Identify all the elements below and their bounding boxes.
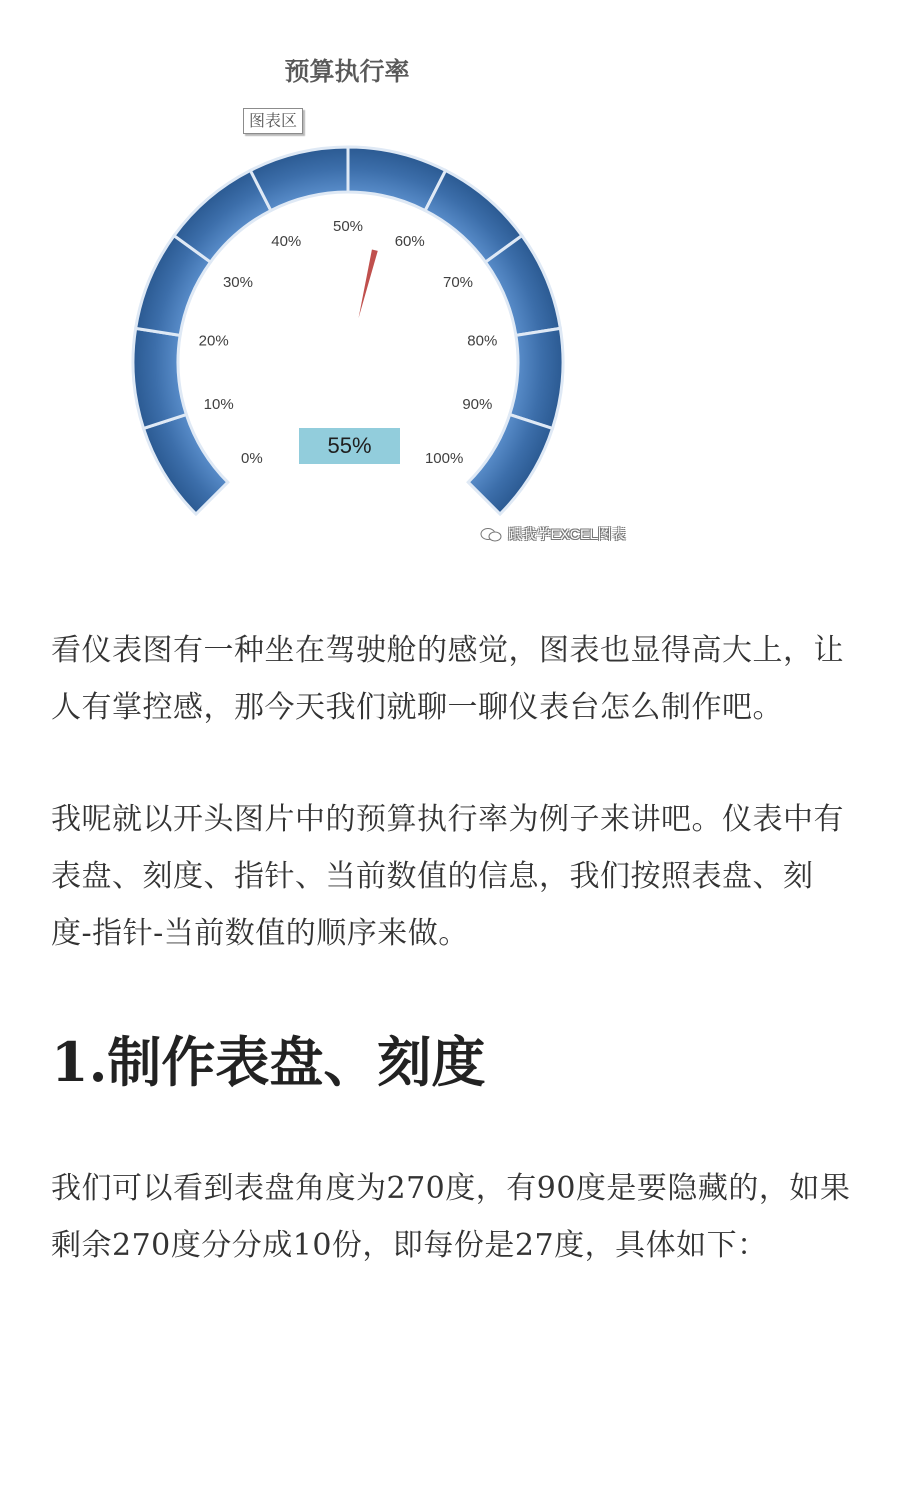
tick-label: 90% [462, 396, 493, 414]
tick-label: 60% [394, 232, 425, 250]
section-heading: 1.制作表盘、刻度 [51, 1030, 486, 1094]
tick-label: 100% [424, 450, 464, 468]
current-value-box: 55% [299, 428, 400, 464]
dial-segment [510, 328, 563, 428]
paragraph-example: 我呢就以开头图片中的预算执行率为例子来讲吧。仪表中有表盘、刻度、指针、当前数值的信息，我们按照表盘、刻度-指针-当前数值的顺序来做。 [51, 802, 844, 951]
paragraph-dial-angle: 我们可以看到表盘角度为270度，有90度是要隐藏的，如果剩余270度分分成10份，即每份是27度，具体如下： [51, 1171, 851, 1263]
article-body [51, 622, 851, 1274]
tick-label: 30% [222, 274, 253, 292]
tick-label: 40% [271, 232, 302, 250]
tick-label: 20% [198, 332, 229, 350]
paragraph-intro: 看仪表图有一种坐在驾驶舱的感觉，图表也显得高大上，让人有掌控感，那今天我们就聊一聊仪表台怎么制作吧。 [51, 633, 844, 725]
watermark [480, 524, 626, 544]
tick-label: 70% [443, 274, 474, 292]
chart-area-tag[interactable]: 图表区 [243, 108, 303, 134]
tick-label: 10% [203, 396, 234, 414]
dial-segment [250, 147, 348, 211]
gauge-svg [0, 0, 900, 580]
chart-title: 预算执行率 [284, 57, 410, 86]
wechat-icon [480, 528, 502, 542]
tick-label: 80% [467, 332, 498, 350]
tick-label: 0% [240, 450, 263, 468]
gauge-needle [359, 249, 378, 318]
dial-segment [144, 415, 228, 514]
watermark-text: 跟我学EXCEL图表 [508, 526, 626, 542]
gauge-chart [0, 0, 900, 580]
dial-segment [133, 328, 186, 428]
dial-segment [468, 415, 552, 514]
tick-label: 50% [332, 218, 364, 235]
